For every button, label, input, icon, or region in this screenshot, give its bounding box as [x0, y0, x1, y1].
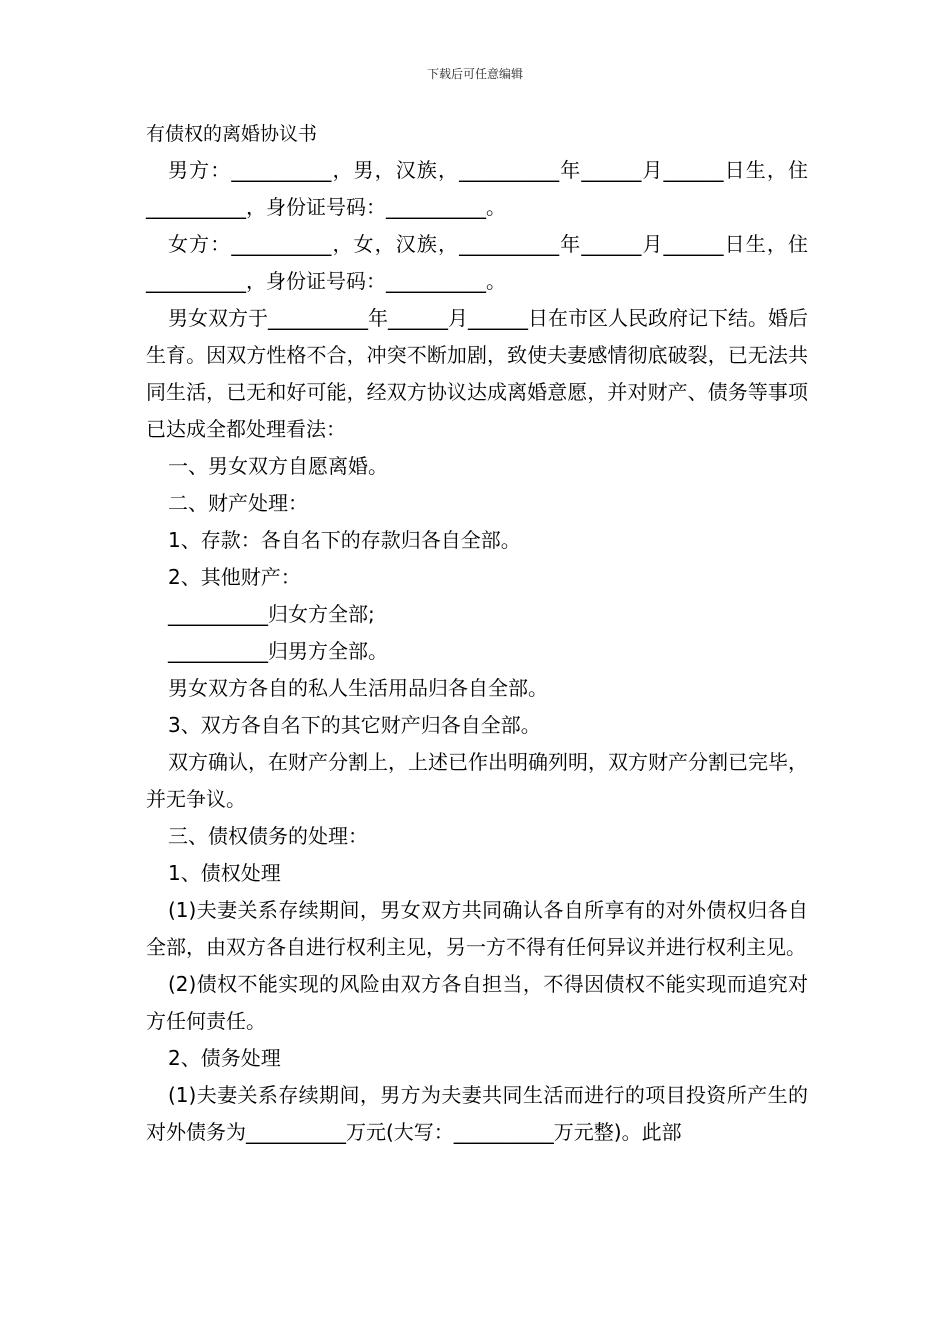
- clause-2-item-3: 3、双方各自名下的其它财产归各自全部。: [168, 713, 541, 737]
- page-header: 下载后可任意编辑: [426, 67, 523, 81]
- paragraph-male-party: 男方：__________，男，汉族，__________年______月______日生，住__________，身份证号码：__________。: [146, 158, 808, 219]
- property-to-male: __________归男方全部。: [168, 639, 388, 663]
- clause-2-item-2: 2、其他财产：: [168, 565, 301, 589]
- property-to-female: __________归女方全部;: [168, 602, 375, 626]
- clause-2-heading: 二、财产处理：: [168, 491, 308, 515]
- debt-1: (1)夫妻关系存续期间，男方为夫妻共同生活而进行的项目投资所产生的对外债务为__________万元(大写：__________万元整)。此部: [146, 1083, 808, 1144]
- clause-3-item-1: 1、债权处理: [168, 861, 281, 885]
- property-confirmation: 双方确认，在财产分割上，上述已作出明确列明，双方财产分割已完毕，并无争议。: [146, 750, 808, 811]
- paragraph-marriage-intro: 男女双方于__________年______月______日在市区人民政府记下结。婚后生育。因双方性格不合，冲突不断加剧，致使夫妻感情彻底破裂，已无法共同生活，已无和好可能，经双方协议达成离婚意愿，并对财产、债务等事项已达成全都处理看法：: [146, 306, 808, 441]
- clause-3-heading: 三、债权债务的处理：: [168, 824, 368, 848]
- clause-2-item-1: 1、存款：各自名下的存款归各自全部。: [168, 528, 521, 552]
- document-title: 有债权的离婚协议书: [146, 123, 318, 145]
- clause-3-item-2: 2、债务处理: [168, 1046, 281, 1070]
- clause-1: 一、男女双方自愿离婚。: [168, 454, 388, 478]
- creditor-rights-2: (2)债权不能实现的风险由双方各自担当，不得因债权不能实现而追究对方任何责任。: [146, 972, 808, 1033]
- document-body: [146, 116, 808, 1151]
- creditor-rights-1: (1)夫妻关系存续期间，男女双方共同确认各自所享有的对外债权归各自全部，由双方各自进行权利主见，另一方不得有任何异议并进行权利主见。: [146, 898, 808, 959]
- paragraph-female-party: 女方：__________，女，汉族，__________年______月______日生，住__________，身份证号码：__________。: [146, 232, 808, 293]
- personal-items: 男女双方各自的私人生活用品归各自全部。: [168, 676, 548, 700]
